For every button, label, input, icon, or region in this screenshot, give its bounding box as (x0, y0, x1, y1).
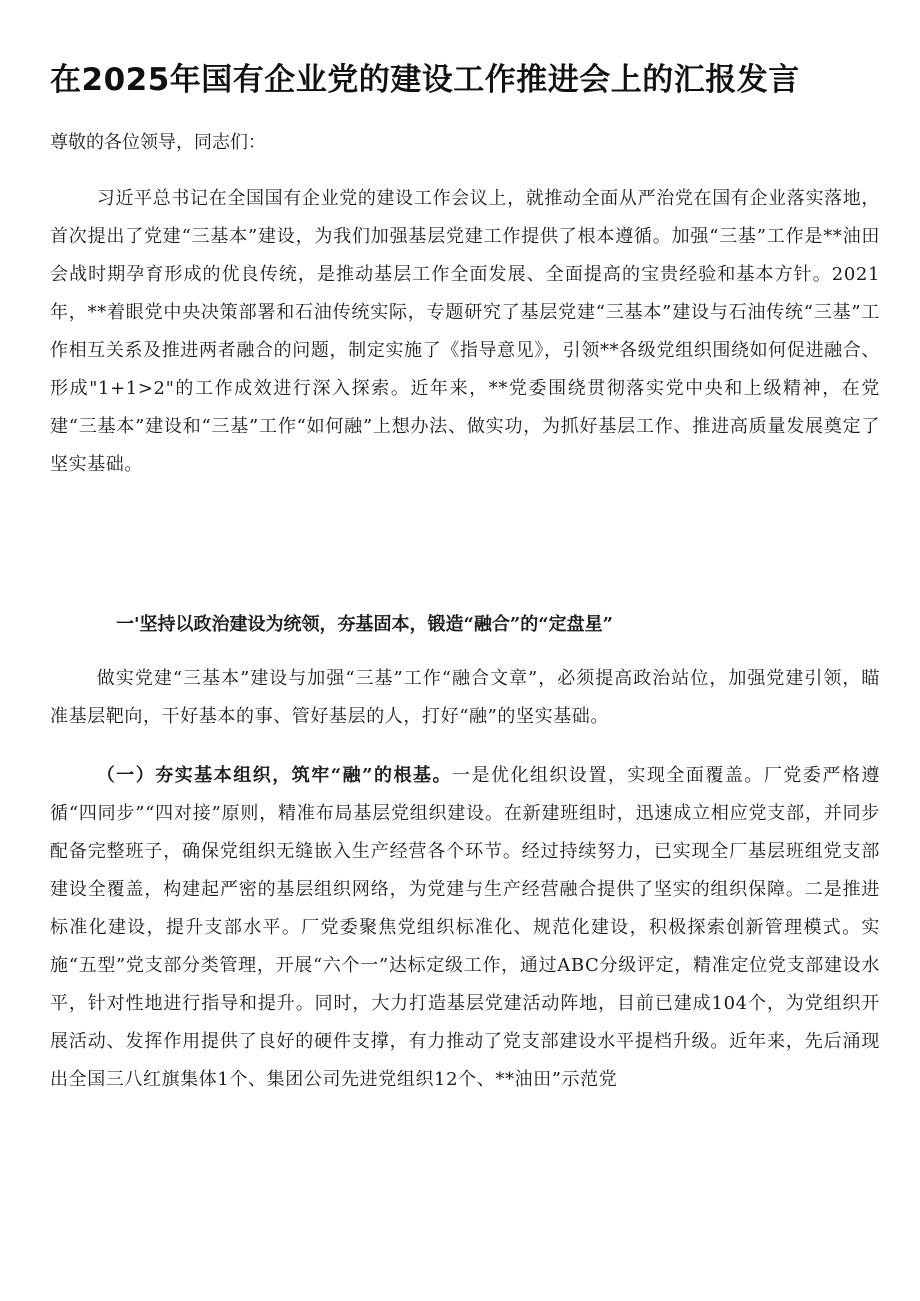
section-heading-1: 一'坚持以政治建设为统领，夯基固本，锻造“融合”的“定盘星” (116, 614, 613, 635)
paragraph-organization-body: 一是优化组织设置，实现全面覆盖。厂党委严格遵循“四同步”“四对接”原则，精准布局基层党组织建设。在新建班组时，迅速成立相应党支部，并同步配备完整班子，确保党组织无缝嵌入生产经营各个环节。经过持续努力，已实现全厂基层班组党支部建设全覆盖，构建起严密的基层组织网络，为党建与生产经营融合提供了坚实的组织保障。二是推进标准化建设，提升支部水平。厂党委聚焦党组织标准化、规范化建设，积极探索创新管理模式。实施“五型”党支部分类管理，开展“六个一”达标定级工作，通过ABC分级评定，精准定位党支部建设水平，针对性地进行指导和提升。同时，大力打造基层党建活动阵地，目前已建成104个，为党组织开展活动、发挥作用提供了良好的硬件支撑，有力推动了党支部建设水平提档升级。近年来，先后涌现出全国三八红旗集体1个、集团公司先进党组织12个、**油田”示范党 (50, 765, 880, 1090)
paragraph-section-intro: 做实党建“三基本”建设与加强“三基”工作“融合文章”，必须提高政治站位，加强党建引领，瞄准基层靶向，干好基本的事、管好基层的人，打好“融”的坚实基础。 (50, 668, 880, 727)
salutation: 尊敬的各位领导，同志们： (50, 132, 266, 153)
document-title: 在2025年国有企业党的建设工作推进会上的汇报发言 (50, 62, 800, 98)
paragraph-organization (50, 757, 880, 1099)
paragraph-intro: 习近平总书记在全国国有企业党的建设工作会议上，就推动全面从严治党在国有企业落实落地，首次提出了党建“三基本”建设，为我们加强基层党建工作提供了根本遵循。加强“三基”工作是**油田会战时期孕育形成的优良传统，是推动基层工作全面发展、全面提高的宝贵经验和基本方针。2021年，**着眼党中央决策部署和石油传统实际，专题研究了基层党建“三基本”建设与石油传统“三基”工作相互关系及推进两者融合的问题，制定实施了《指导意见》，引领**各级党组织围绕如何促进融合、形成"1+1>2"的工作成效进行深入探索。近年来，**党委围绕贯彻落实党中央和上级精神，在党建“三基本”建设和“三基”工作“如何融”上想办法、做实功，为抓好基层工作、推进高质量发展奠定了坚实基础。 (50, 188, 880, 475)
subsection-heading-1: （一）夯实基本组织，筑牢“融”的根基。 (96, 765, 452, 786)
